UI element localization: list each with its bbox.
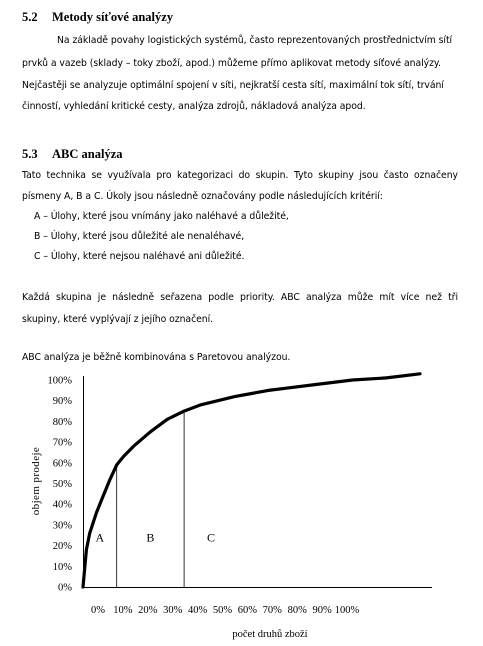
x-tick-label: 50% (212, 605, 233, 616)
paragraph-line: ABC analýza je běžně kombinována s Paretovou analýzou. (22, 352, 291, 363)
y-tick-label: 70% (52, 437, 72, 449)
section-title: ABC analýza (52, 147, 123, 161)
y-axis-label: objem prodeje (30, 446, 42, 516)
section-number: 5.2 (22, 10, 38, 24)
y-tick-label: 20% (52, 541, 72, 553)
list-item: A – Úlohy, které jsou vnímány jako naléhavé a důležité, (34, 211, 289, 222)
x-axis-ticks (91, 605, 360, 616)
pareto-curve (83, 374, 420, 587)
list-item: B – Úlohy, které jsou důležité ale nenaléhavé, (34, 231, 245, 242)
x-axis-label: počet druhů zboží (232, 629, 308, 640)
paragraph-line: Na základě povahy logistických systémů, často reprezentovaných prostřednictvím sítí (57, 35, 453, 46)
paragraph-line: prvků a vazeb (sklady – toky zboží, apod.) můžeme přímo aplikovat metody síťové analýzy. (22, 58, 441, 69)
y-tick-label: 10% (52, 561, 72, 573)
x-tick-label: 10% (113, 605, 133, 616)
x-tick-label: 0% (91, 605, 105, 616)
paragraph-line: činností, vyhledání kritické cesty, analýza zdrojů, nákladová analýza apod. (22, 101, 366, 112)
region-label: B (146, 530, 155, 545)
y-tick-label: 90% (52, 396, 72, 408)
region-dividers (117, 411, 184, 587)
x-tick-label: 60% (237, 605, 258, 616)
y-tick-label: 40% (52, 499, 72, 511)
y-tick-label: 30% (52, 520, 72, 532)
x-tick-label: 70% (262, 605, 282, 616)
y-tick-label: 50% (52, 479, 72, 490)
paragraph-line: Nejčastěji se analyzuje optimální spojení v síti, nejkratší cesta sítí, maximální tok sítí, trvání (22, 80, 444, 91)
paragraph-line: skupiny, které vyplývají z jejího označení. (22, 314, 214, 325)
paragraph-line: písmeny A, B a C. Úkoly jsou následně označovány podle následujících kritérií: (22, 191, 383, 202)
paragraph-line: Tato technika se využívala pro kategorizaci do skupin. Tyto skupiny jsou často označeny (22, 170, 458, 181)
list-item: C – Úlohy, které nejsou naléhavé ani důležité. (34, 251, 245, 262)
y-tick-label: 60% (52, 458, 72, 470)
y-tick-label: 80% (52, 416, 72, 428)
y-tick-label: 0% (58, 582, 72, 594)
region-labels (96, 530, 216, 544)
y-tick-label: 100% (47, 375, 72, 387)
region-label: C (207, 530, 216, 545)
x-tick-label: 40% (187, 605, 208, 616)
y-axis-ticks (48, 376, 73, 594)
x-tick-label: 80% (287, 605, 307, 616)
x-tick-label: 90% (312, 605, 332, 616)
section-title: Metody síťové analýzy (52, 10, 174, 24)
section-number: 5.3 (22, 147, 38, 161)
region-label: A (95, 530, 105, 545)
x-tick-label: 100% (334, 605, 360, 616)
x-tick-label: 20% (138, 605, 158, 616)
x-tick-label: 30% (163, 605, 183, 616)
paragraph-line: Každá skupina je následně seřazena podle priority. ABC analýza může mít více než tři (22, 292, 458, 303)
